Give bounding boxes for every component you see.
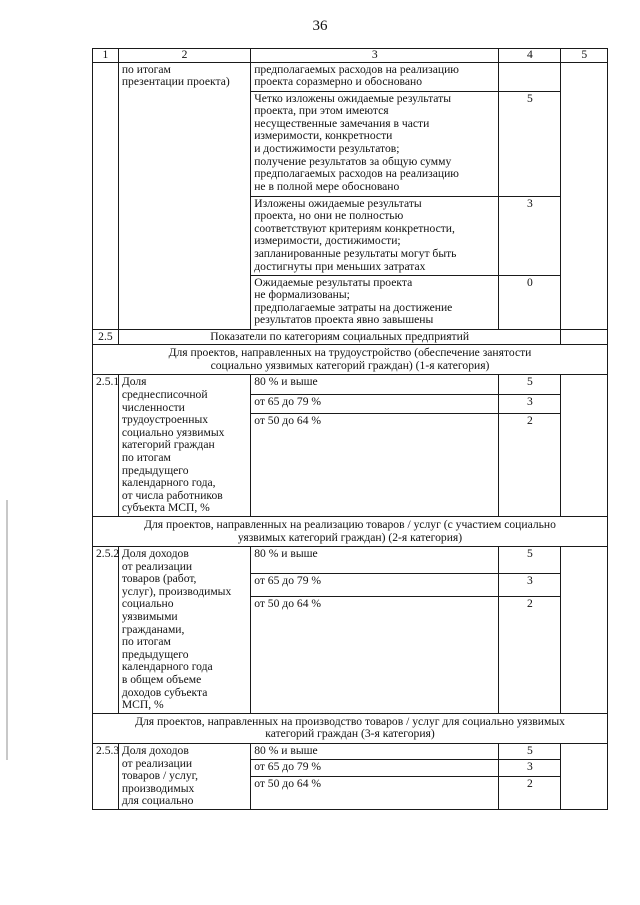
table-row: [93, 547, 608, 574]
number-cell-empty: [93, 62, 119, 329]
range-cell: 80 % и выше: [251, 375, 499, 394]
score-cell: 3: [499, 760, 561, 776]
column-number-cell: 5: [561, 49, 608, 63]
score-cell: 2: [499, 596, 561, 713]
column-number-cell: 1: [93, 49, 119, 63]
score-cell: 5: [499, 547, 561, 574]
range-cell: 80 % и выше: [251, 744, 499, 760]
score-cell: 5: [499, 744, 561, 760]
note-cell: [561, 744, 608, 810]
section-number: 2.5: [93, 329, 119, 345]
score-cell: 3: [499, 574, 561, 597]
category-heading: Для проектов, направленных на реализацию товаров / услуг (с участием социально уязвимых категорий граждан) (2-я категория): [93, 516, 608, 546]
criteria-table-container: [92, 48, 608, 810]
description-cell: предполагаемых расходов на реализацию проекта соразмерно и обосновано: [251, 62, 499, 91]
indicator-number: 2.5.1: [93, 375, 119, 517]
category-heading: Для проектов, направленных на трудоустройство (обеспечение занятости социально уязвимых категорий граждан) (1-я категория): [93, 345, 608, 375]
description-cell: Четко изложены ожидаемые результаты проекта, при этом имеются несущественные замечания в части измеримости, конкретности и достижимости результатов; получение результатов за общую сумму предполагаемых расходов на реализацию не в полной мере обосновано: [251, 91, 499, 196]
score-cell: 3: [499, 196, 561, 275]
category-heading-row: [93, 345, 608, 375]
indicator-criterion: Доля доходов от реализации товаров (работ, услуг), производимых социально уязвимыми гражданами, по итогам предыдущего календарного года в общем объеме доходов субъекта МСП, %: [118, 547, 250, 714]
category-heading: Для проектов, направленных на производство товаров / услуг для социально уязвимых категорий граждан (3-я категория): [93, 713, 608, 743]
range-cell: от 65 до 79 %: [251, 760, 499, 776]
category-heading-row: [93, 516, 608, 546]
indicator-number: 2.5.3: [93, 744, 119, 810]
table-row: [93, 744, 608, 760]
column-number-cell: 2: [118, 49, 250, 63]
indicator-number: 2.5.2: [93, 547, 119, 714]
score-cell: 3: [499, 394, 561, 413]
range-cell: от 50 до 64 %: [251, 413, 499, 516]
criteria-table: [92, 48, 608, 810]
indicator-criterion: Доля доходов от реализации товаров / услуг, производимых для социально: [118, 744, 250, 810]
score-cell: 5: [499, 375, 561, 394]
table-row: [93, 375, 608, 394]
scan-edge-mark: [6, 500, 8, 760]
range-cell: от 65 до 79 %: [251, 574, 499, 597]
note-cell: [561, 329, 608, 345]
page-number: 36: [312, 18, 328, 34]
range-cell: от 50 до 64 %: [251, 776, 499, 809]
table-row: [93, 62, 608, 91]
column-number-cell: 4: [499, 49, 561, 63]
range-cell: 80 % и выше: [251, 547, 499, 574]
column-number-row: [93, 49, 608, 63]
category-heading-row: [93, 713, 608, 743]
note-cell: [561, 62, 608, 329]
section-title: Показатели по категориям социальных предприятий: [118, 329, 561, 345]
score-cell: 0: [499, 275, 561, 329]
column-number-cell: 3: [251, 49, 499, 63]
section-row: [93, 329, 608, 345]
range-cell: от 50 до 64 %: [251, 596, 499, 713]
note-cell: [561, 547, 608, 714]
score-cell: [499, 62, 561, 91]
description-cell: Изложены ожидаемые результаты проекта, но они не полностью соответствуют критериям конкретности, измеримости, достижимости; запланированные результаты могут быть достигнуты при меньших затратах: [251, 196, 499, 275]
score-cell: 5: [499, 91, 561, 196]
score-cell: 2: [499, 776, 561, 809]
note-cell: [561, 375, 608, 517]
score-cell: 2: [499, 413, 561, 516]
description-cell: Ожидаемые результаты проекта не формализованы; предполагаемые затраты на достижение результатов проекта явно завышены: [251, 275, 499, 329]
range-cell: от 65 до 79 %: [251, 394, 499, 413]
indicator-criterion: Доля среднесписочной численности трудоустроенных социально уязвимых категорий граждан по итогам предыдущего календарного года, от числа работников субъекта МСП, %: [118, 375, 250, 517]
criterion-cell: по итогам презентации проекта): [118, 62, 250, 329]
